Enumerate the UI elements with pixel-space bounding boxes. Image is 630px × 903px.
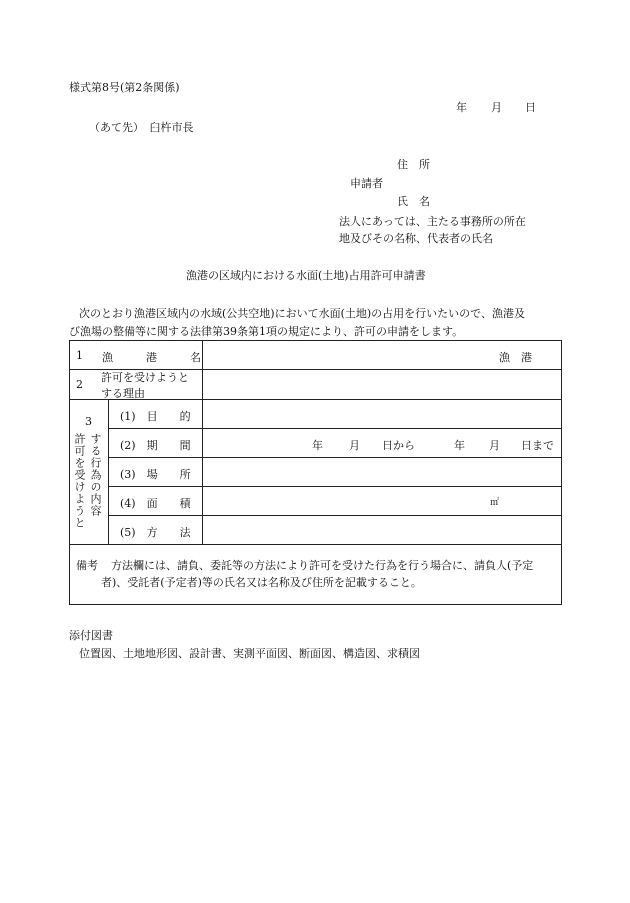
row1-value-suffix: 漁 港 (499, 351, 532, 364)
document-title: 漁港の区域内における水面(土地)占用許可申請書 (186, 269, 426, 282)
date-month-label: 月 (491, 101, 502, 114)
row3-number: 3 (85, 415, 92, 428)
row1-number: 1 (76, 349, 83, 362)
corporate-note-line1: 法人にあっては、主たる事務所の所在 (339, 215, 526, 228)
remarks-label: 備考 (76, 559, 98, 572)
subrow-location-label: (3) 場 所 (120, 468, 191, 481)
date-day-label: 日 (525, 101, 536, 114)
row2-label-line2: する理由 (101, 387, 145, 400)
application-form-table (69, 340, 562, 605)
attachments-heading: 添付図書 (69, 629, 113, 642)
row3-vertical-label-col1: 許可を受けようと (73, 433, 86, 529)
subrow-method-label: (5) 方 法 (120, 526, 191, 539)
remarks-line2: 者)、受託者(予定者)等の氏名又は名称及び住所を記載すること。 (101, 576, 422, 589)
form-number: 様式第8号(第2条関係) (69, 81, 180, 94)
applicant-label: 申請者 (350, 177, 383, 190)
row2-label-line1: 許可を受けようと (101, 371, 189, 384)
address-label: 住 所 (397, 158, 430, 171)
remarks-line1: 方法欄には、請負、委託等の方法により許可を受けた行為を行う場合に、請負人(予定 (111, 559, 534, 572)
row3-vertical-label-col2: する行為の内容 (89, 433, 102, 517)
subrow-period-label: (2) 期 間 (120, 439, 191, 452)
period-day-from: 日から (382, 439, 415, 452)
subrow-area-label: (4) 面 積 (120, 497, 191, 510)
intro-text-line2: び漁場の整備等に関する法律第39条第1項の規定により、許可の申請をします。 (69, 325, 464, 338)
period-day-to: 日まで (521, 439, 554, 452)
area-unit: ㎡ (490, 498, 500, 508)
row1-label-fishing-port-name: 漁 港 名 (102, 351, 201, 364)
addressee: （あて先） 臼杵市長 (89, 121, 194, 134)
attachments-list: 位置図、土地地形図、設計書、実測平面図、断面図、構造図、求積図 (79, 647, 420, 660)
period-month2: 月 (489, 439, 500, 452)
date-year-label: 年 (456, 101, 467, 114)
subrow-purpose-label: (1) 目 的 (120, 410, 191, 423)
period-month1: 月 (349, 439, 360, 452)
name-label: 氏 名 (397, 195, 430, 208)
row2-number: 2 (76, 378, 83, 391)
corporate-note-line2: 地及びその名称、代表者の氏名 (339, 232, 493, 245)
period-year2: 年 (454, 439, 465, 452)
intro-text-line1: 次のとおり漁港区域内の水域(公共空地)において水面(土地)の占用を行いたいので、漁港及 (79, 307, 525, 320)
period-year1: 年 (312, 439, 323, 452)
